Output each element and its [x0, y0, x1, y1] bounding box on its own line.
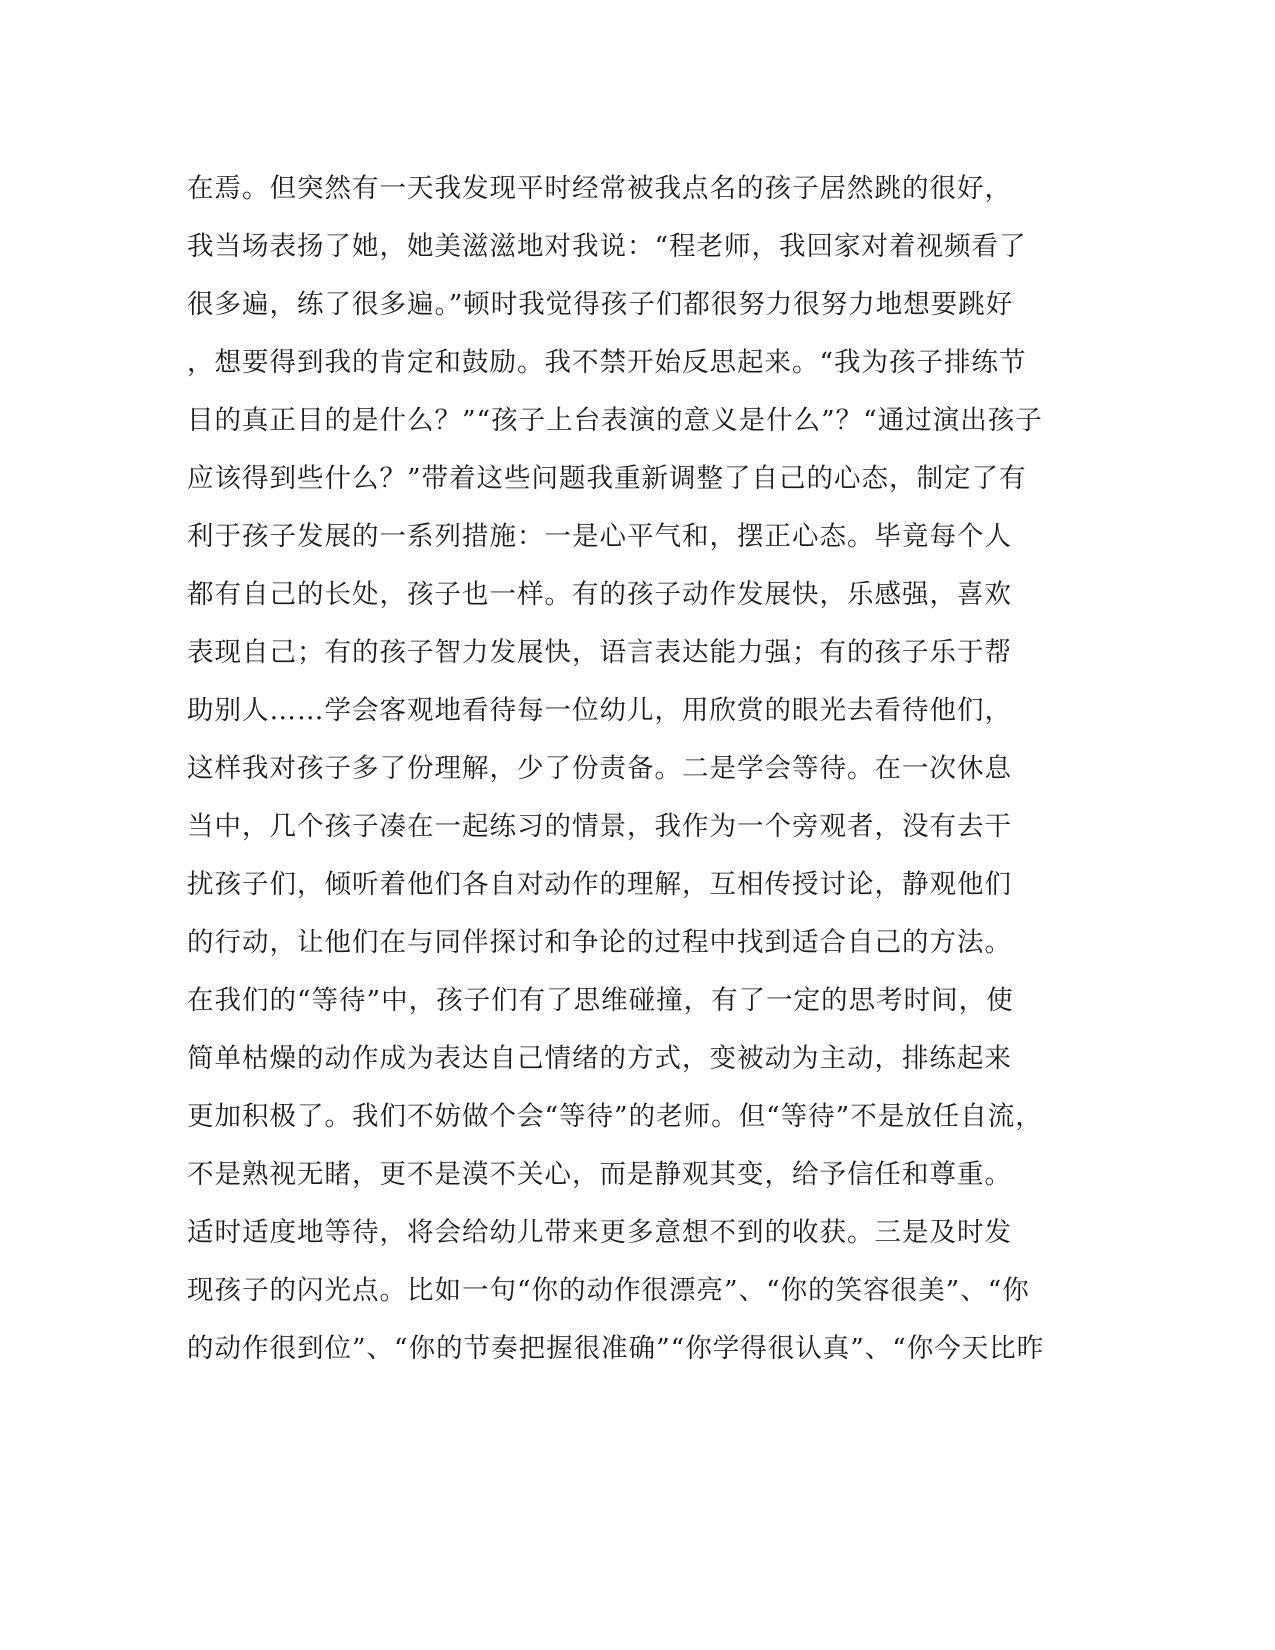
text-line: 的行动，让他们在与同伴探讨和争论的过程中找到适合自己的方法。 — [187, 927, 1012, 958]
text-line: 在焉。但突然有一天我发现平时经常被我点名的孩子居然跳的很好， — [187, 173, 1012, 204]
text-line: 不是熟视无睹，更不是漠不关心，而是静观其变，给予信任和尊重。 — [187, 1159, 1012, 1190]
text-line: 目的真正目的是什么？”“孩子上台表演的意义是什么”？“通过演出孩子 — [187, 405, 1043, 436]
text-line: 扰孩子们，倾听着他们各自对动作的理解，互相传授讨论，静观他们 — [187, 869, 1012, 900]
text-line: ，想要得到我的肯定和鼓励。我不禁开始反思起来。“我为孩子排练节 — [187, 347, 1027, 378]
text-line: 利于孩子发展的一系列措施：一是心平气和，摆正心态。毕竟每个人 — [187, 521, 1012, 552]
text-line: 在我们的“等待”中，孩子们有了思维碰撞，有了一定的思考时间，使 — [187, 985, 1014, 1016]
text-line: 助别人……学会客观地看待每一位幼儿，用欣赏的眼光去看待他们， — [187, 695, 1012, 726]
text-line: 简单枯燥的动作成为表达自己情绪的方式，变被动为主动，排练起来 — [187, 1043, 1012, 1074]
body-text — [187, 160, 1077, 1378]
text-line: 都有自己的长处，孩子也一样。有的孩子动作发展快，乐感强，喜欢 — [187, 579, 1012, 610]
text-line: 更加积极了。我们不妨做个会“等待”的老师。但“等待”不是放任自流， — [187, 1101, 1043, 1132]
text-line: 适时适度地等待，将会给幼儿带来更多意想不到的收获。三是及时发 — [187, 1217, 1012, 1248]
text-line: 的动作很到位”、“你的节奏把握很准确”“你学得很认真”、“你今天比昨 — [187, 1333, 1045, 1364]
text-line: 很多遍，练了很多遍。”顿时我觉得孩子们都很努力很努力地想要跳好 — [187, 289, 1014, 320]
text-line: 当中，几个孩子凑在一起练习的情景，我作为一个旁观者，没有去干 — [187, 811, 1012, 842]
text-line: 我当场表扬了她，她美滋滋地对我说：“程老师，我回家对着视频看了 — [187, 231, 1027, 262]
text-line: 现孩子的闪光点。比如一句“你的动作很漂亮”、“你的笑容很美”、“你 — [187, 1275, 1030, 1306]
text-line: 这样我对孩子多了份理解，少了份责备。二是学会等待。在一次休息 — [187, 753, 1012, 784]
text-line: 应该得到些什么？”带着这些问题我重新调整了自己的心态，制定了有 — [187, 463, 1027, 494]
text-line: 表现自己；有的孩子智力发展快，语言表达能力强；有的孩子乐于帮 — [187, 637, 1012, 668]
